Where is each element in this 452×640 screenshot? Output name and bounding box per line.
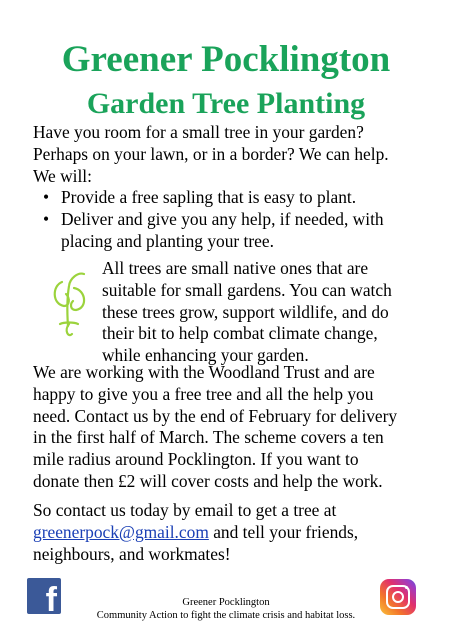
paragraph-line: donate then £2 will cover costs and help the work. [33, 470, 383, 491]
paragraph-line: We are working with the Woodland Trust and are [33, 362, 375, 382]
instagram-icon[interactable] [380, 579, 416, 615]
greener-pocklington-logo-icon [48, 268, 90, 340]
paragraph-line: while enhancing your garden. [102, 345, 309, 366]
contact-paragraph [33, 500, 433, 565]
intro-line: We will: [33, 165, 92, 186]
paragraph-line: neighbours, and workmates! [33, 543, 231, 564]
offer-list [33, 187, 433, 252]
list-item [33, 187, 433, 209]
bullet-icon: • [43, 208, 50, 229]
intro-line: Perhaps on your lawn, or in a border? We can help. [33, 143, 389, 164]
paragraph-line: these trees grow, support wildlife, and do [102, 301, 389, 322]
paragraph-line: their bit to help combat climate change, [102, 323, 378, 344]
intro-paragraph [33, 122, 433, 187]
page-subtitle: Garden Tree Planting [86, 87, 366, 120]
list-item-text: Provide a free sapling that is easy to plant. [61, 187, 357, 207]
paragraph-line: All trees are small native ones that are [102, 258, 369, 278]
contact-text: and tell your friends, [208, 521, 359, 542]
paragraph-line: happy to give you a free tree and all the help you [33, 383, 374, 404]
list-item-text: placing and planting your tree. [61, 230, 274, 251]
paragraph-line: So contact us today by email to get a tree at [33, 500, 337, 520]
paragraph-line: suitable for small gardens. You can watch [102, 279, 392, 300]
footer-tagline: Community Action to fight the climate crisis and habitat loss. [96, 610, 356, 621]
footer-org: Greener Pocklington [182, 597, 270, 608]
list-item-text: Deliver and give you any help, if needed, with [61, 208, 384, 229]
facebook-icon[interactable]: f [27, 578, 61, 614]
paragraph-line: mile radius around Pocklington. If you want to [33, 449, 359, 470]
page-title: Greener Pocklington [61, 39, 391, 80]
trees-paragraph [102, 258, 422, 367]
woodland-paragraph [33, 362, 433, 493]
email-link[interactable]: greenerpock@gmail.com [33, 521, 209, 542]
paragraph-line: need. Contact us by the end of February for delivery [33, 405, 398, 426]
bullet-icon: • [43, 187, 50, 207]
paragraph-line: in the first half of March. The scheme covers a ten [33, 427, 384, 448]
paragraph-line [33, 522, 433, 544]
intro-line: Have you room for a small tree in your garden? [33, 122, 364, 142]
list-item [33, 209, 433, 253]
